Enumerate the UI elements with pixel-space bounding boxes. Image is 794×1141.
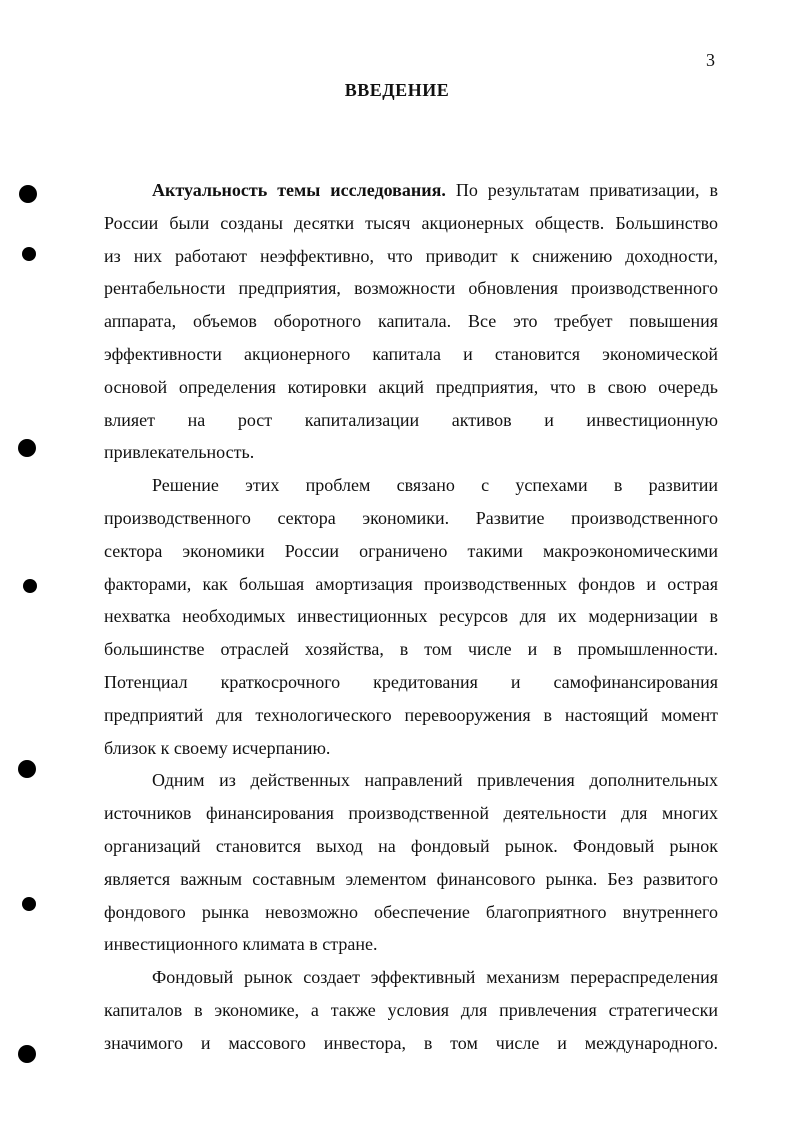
text-line: Решение этих проблем связано с успехами в развитии: [152, 475, 718, 496]
text-line: капиталов в экономике, а также условия для привлечения стратегически: [104, 999, 718, 1020]
text-line: большинстве отраслей хозяйства, в том числе и в промышленности.: [104, 639, 718, 660]
text-line: рентабельности предприятия, возможности обновления производственного: [104, 278, 718, 299]
text-line: факторами, как большая амортизация производственных фондов и острая: [104, 573, 718, 594]
section-lead: Актуальность темы исследования.: [152, 180, 446, 200]
text-line: эффективности акционерного капитала и становится экономической: [104, 343, 718, 364]
text-line: привлекательность.: [104, 442, 255, 463]
text-line: из них работают неэффективно, что приводит к снижению доходности,: [104, 245, 718, 266]
text-line: организаций становится выход на фондовый рынок. Фондовый рынок: [104, 835, 718, 856]
page-number: 3: [706, 50, 715, 70]
text-line: влияет на рост капитализации активов и инвестиционную: [104, 409, 718, 430]
page-title: ВВЕДЕНИЕ: [344, 80, 450, 100]
text-line: России были созданы десятки тысяч акционерных обществ. Большинство: [104, 212, 718, 233]
text-line: источников финансирования производственной деятельности для многих: [104, 803, 718, 824]
binder-hole-mark: [22, 247, 36, 261]
binder-hole-mark: [18, 1045, 36, 1063]
text-line: нехватка необходимых инвестиционных ресурсов для их модернизации в: [104, 606, 718, 627]
binder-hole-mark: [19, 185, 37, 203]
binder-hole-mark: [23, 579, 37, 593]
text-line: [104, 174, 718, 207]
text-line: является важным составным элементом финансового рынка. Без развитого: [104, 868, 718, 889]
text-line: близок к своему исчерпанию.: [104, 737, 331, 758]
binder-hole-mark: [18, 760, 36, 778]
text-line: производственного сектора экономики. Развитие производственного: [104, 507, 718, 528]
text-line: основой определения котировки акций предприятия, что в свою очередь: [104, 376, 718, 397]
text-line: инвестиционного климата в стране.: [104, 934, 378, 955]
text-line: фондового рынка невозможно обеспечение благоприятного внутреннего: [104, 901, 718, 922]
text-line: Одним из действенных направлений привлечения дополнительных: [152, 770, 718, 791]
text-line: аппарата, объемов оборотного капитала. Все это требует повышения: [104, 311, 718, 332]
binder-hole-mark: [22, 897, 36, 911]
text-line: Фондовый рынок создает эффективный механизм перераспределения: [152, 967, 718, 988]
text-line: сектора экономики России ограничено такими макроэкономическими: [104, 540, 718, 561]
text-line: предприятий для технологического перевооружения в настоящий момент: [104, 704, 718, 725]
text-line: значимого и массового инвестора, в том числе и международного.: [104, 1032, 718, 1053]
text-line-content: По результатам приватизации, в: [445, 180, 718, 200]
body-text: [104, 174, 718, 1060]
text-line: Потенциал краткосрочного кредитования и самофинансирования: [104, 671, 718, 692]
binder-hole-mark: [18, 439, 36, 457]
